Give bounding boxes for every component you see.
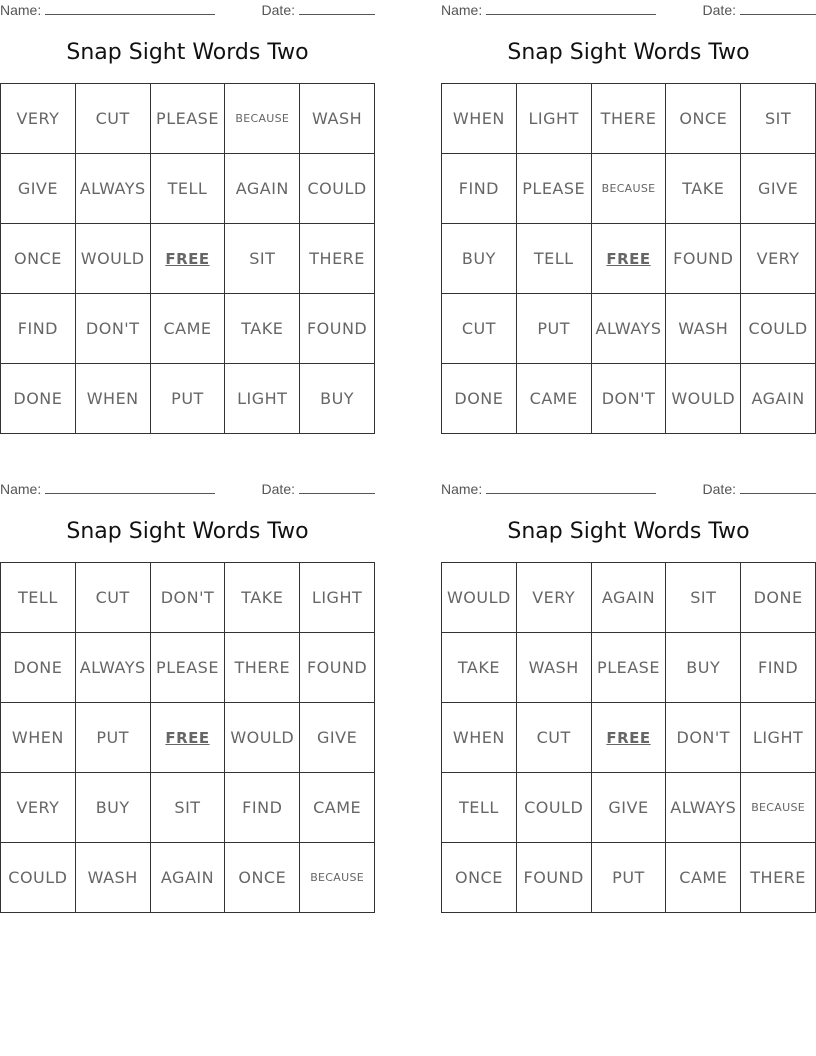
card-header <box>441 0 816 20</box>
bingo-cell: ALWAYS <box>76 633 151 703</box>
date-field <box>262 481 375 497</box>
date-line <box>740 2 816 15</box>
bingo-cell: FOUND <box>300 633 375 703</box>
bingo-cell: LIGHT <box>741 703 816 773</box>
bingo-cell: ALWAYS <box>76 154 151 224</box>
name-label: Name: <box>0 2 42 18</box>
name-label: Name: <box>441 481 483 497</box>
bingo-cell: AGAIN <box>592 563 667 633</box>
bingo-cell: AGAIN <box>151 843 226 913</box>
bingo-cell: FIND <box>225 773 300 843</box>
bingo-cell: DON'T <box>592 364 667 434</box>
bingo-cell: CUT <box>442 294 517 364</box>
bingo-cell: DONE <box>442 364 517 434</box>
bingo-cell: CAME <box>300 773 375 843</box>
bingo-cell: COULD <box>1 843 76 913</box>
bingo-cell: DONE <box>1 633 76 703</box>
bingo-grid <box>0 83 375 434</box>
name-field <box>441 481 656 497</box>
bingo-cell: COULD <box>741 294 816 364</box>
card-header <box>0 479 375 499</box>
card-title: Snap Sight Words Two <box>66 519 309 544</box>
bingo-cell: AGAIN <box>741 364 816 434</box>
name-label: Name: <box>441 2 483 18</box>
bingo-grid <box>0 562 375 913</box>
bingo-cell: BUY <box>300 364 375 434</box>
bingo-cell: CAME <box>517 364 592 434</box>
bingo-cell: GIVE <box>1 154 76 224</box>
bingo-cell: VERY <box>1 773 76 843</box>
bingo-card-3 <box>0 479 375 913</box>
bingo-cell: ONCE <box>225 843 300 913</box>
bingo-cell: THERE <box>592 84 667 154</box>
name-line <box>486 2 656 15</box>
bingo-cell: WOULD <box>442 563 517 633</box>
date-label: Date: <box>702 481 736 497</box>
bingo-cell: WHEN <box>442 84 517 154</box>
bingo-cell: VERY <box>517 563 592 633</box>
date-label: Date: <box>261 2 295 18</box>
bingo-cell: TAKE <box>442 633 517 703</box>
bingo-cell: WOULD <box>666 364 741 434</box>
date-line <box>740 481 816 494</box>
card-header <box>0 0 375 20</box>
bingo-cell: WASH <box>517 633 592 703</box>
bingo-cell: PUT <box>517 294 592 364</box>
bingo-cell: FOUND <box>666 224 741 294</box>
bingo-cell: PLEASE <box>592 633 667 703</box>
bingo-cell: ALWAYS <box>666 773 741 843</box>
bingo-cell: BECAUSE <box>225 84 300 154</box>
bingo-cell: SIT <box>666 563 741 633</box>
bingo-cell: ONCE <box>666 84 741 154</box>
bingo-cell: WASH <box>76 843 151 913</box>
bingo-cell: BECAUSE <box>592 154 667 224</box>
bingo-cell: CUT <box>517 703 592 773</box>
bingo-cell: FOUND <box>300 294 375 364</box>
bingo-cell: CUT <box>76 84 151 154</box>
name-line <box>486 481 656 494</box>
name-field <box>0 481 215 497</box>
bingo-cell: THERE <box>741 843 816 913</box>
bingo-cell: LIGHT <box>225 364 300 434</box>
bingo-cell: BUY <box>442 224 517 294</box>
bingo-cell: PUT <box>76 703 151 773</box>
bingo-cell: TELL <box>151 154 226 224</box>
bingo-cell: WASH <box>300 84 375 154</box>
bingo-grid <box>441 83 816 434</box>
bingo-cell: AGAIN <box>225 154 300 224</box>
bingo-cell: FIND <box>442 154 517 224</box>
bingo-cell: SIT <box>225 224 300 294</box>
bingo-cell: DONE <box>741 563 816 633</box>
free-space-cell: FREE <box>592 224 667 294</box>
bingo-card-2 <box>441 0 816 434</box>
bingo-cell: TAKE <box>225 563 300 633</box>
date-field <box>262 2 375 18</box>
bingo-cell: PUT <box>151 364 226 434</box>
bingo-cell: PLEASE <box>151 633 226 703</box>
bingo-cell: PLEASE <box>151 84 226 154</box>
free-space-cell: FREE <box>592 703 667 773</box>
bingo-cell: FIND <box>741 633 816 703</box>
bingo-cell: WHEN <box>76 364 151 434</box>
name-line <box>45 481 215 494</box>
date-label: Date: <box>702 2 736 18</box>
bingo-cell: SIT <box>741 84 816 154</box>
bingo-cell: BECAUSE <box>741 773 816 843</box>
bingo-cell: TELL <box>1 563 76 633</box>
bingo-cell: WHEN <box>1 703 76 773</box>
card-header <box>441 479 816 499</box>
bingo-cell: CAME <box>666 843 741 913</box>
date-field <box>703 481 816 497</box>
bingo-cell: VERY <box>1 84 76 154</box>
bingo-grid <box>441 562 816 913</box>
bingo-cell: DONE <box>1 364 76 434</box>
bingo-cell: COULD <box>517 773 592 843</box>
bingo-cell: THERE <box>300 224 375 294</box>
bingo-cell: CAME <box>151 294 226 364</box>
bingo-cell: WASH <box>666 294 741 364</box>
date-line <box>299 2 375 15</box>
bingo-cell: BUY <box>76 773 151 843</box>
bingo-cell: GIVE <box>300 703 375 773</box>
name-field <box>441 2 656 18</box>
date-label: Date: <box>261 481 295 497</box>
date-field <box>703 2 816 18</box>
bingo-cell: SIT <box>151 773 226 843</box>
bingo-cell: FIND <box>1 294 76 364</box>
free-space-cell: FREE <box>151 224 226 294</box>
bingo-cell: COULD <box>300 154 375 224</box>
bingo-cell: CUT <box>76 563 151 633</box>
bingo-cell: WHEN <box>442 703 517 773</box>
bingo-cell: DON'T <box>666 703 741 773</box>
name-field <box>0 2 215 18</box>
bingo-cell: TAKE <box>666 154 741 224</box>
bingo-cell: DON'T <box>76 294 151 364</box>
bingo-cell: LIGHT <box>517 84 592 154</box>
bingo-cell: GIVE <box>592 773 667 843</box>
bingo-cell: PUT <box>592 843 667 913</box>
card-title: Snap Sight Words Two <box>507 40 750 65</box>
bingo-cell: BUY <box>666 633 741 703</box>
bingo-cell: FOUND <box>517 843 592 913</box>
bingo-card-1 <box>0 0 375 434</box>
bingo-cell: GIVE <box>741 154 816 224</box>
name-line <box>45 2 215 15</box>
bingo-cell: VERY <box>741 224 816 294</box>
name-label: Name: <box>0 481 42 497</box>
date-line <box>299 481 375 494</box>
bingo-cell: ALWAYS <box>592 294 667 364</box>
bingo-cell: DON'T <box>151 563 226 633</box>
bingo-cell: ONCE <box>442 843 517 913</box>
bingo-cell: WOULD <box>225 703 300 773</box>
bingo-card-4 <box>441 479 816 913</box>
bingo-cell: WOULD <box>76 224 151 294</box>
bingo-cell: ONCE <box>1 224 76 294</box>
card-title: Snap Sight Words Two <box>507 519 750 544</box>
bingo-cell: PLEASE <box>517 154 592 224</box>
bingo-cell: BECAUSE <box>300 843 375 913</box>
bingo-cell: THERE <box>225 633 300 703</box>
bingo-cell: TAKE <box>225 294 300 364</box>
free-space-cell: FREE <box>151 703 226 773</box>
bingo-cell: LIGHT <box>300 563 375 633</box>
bingo-cell: TELL <box>442 773 517 843</box>
bingo-cell: TELL <box>517 224 592 294</box>
card-title: Snap Sight Words Two <box>66 40 309 65</box>
